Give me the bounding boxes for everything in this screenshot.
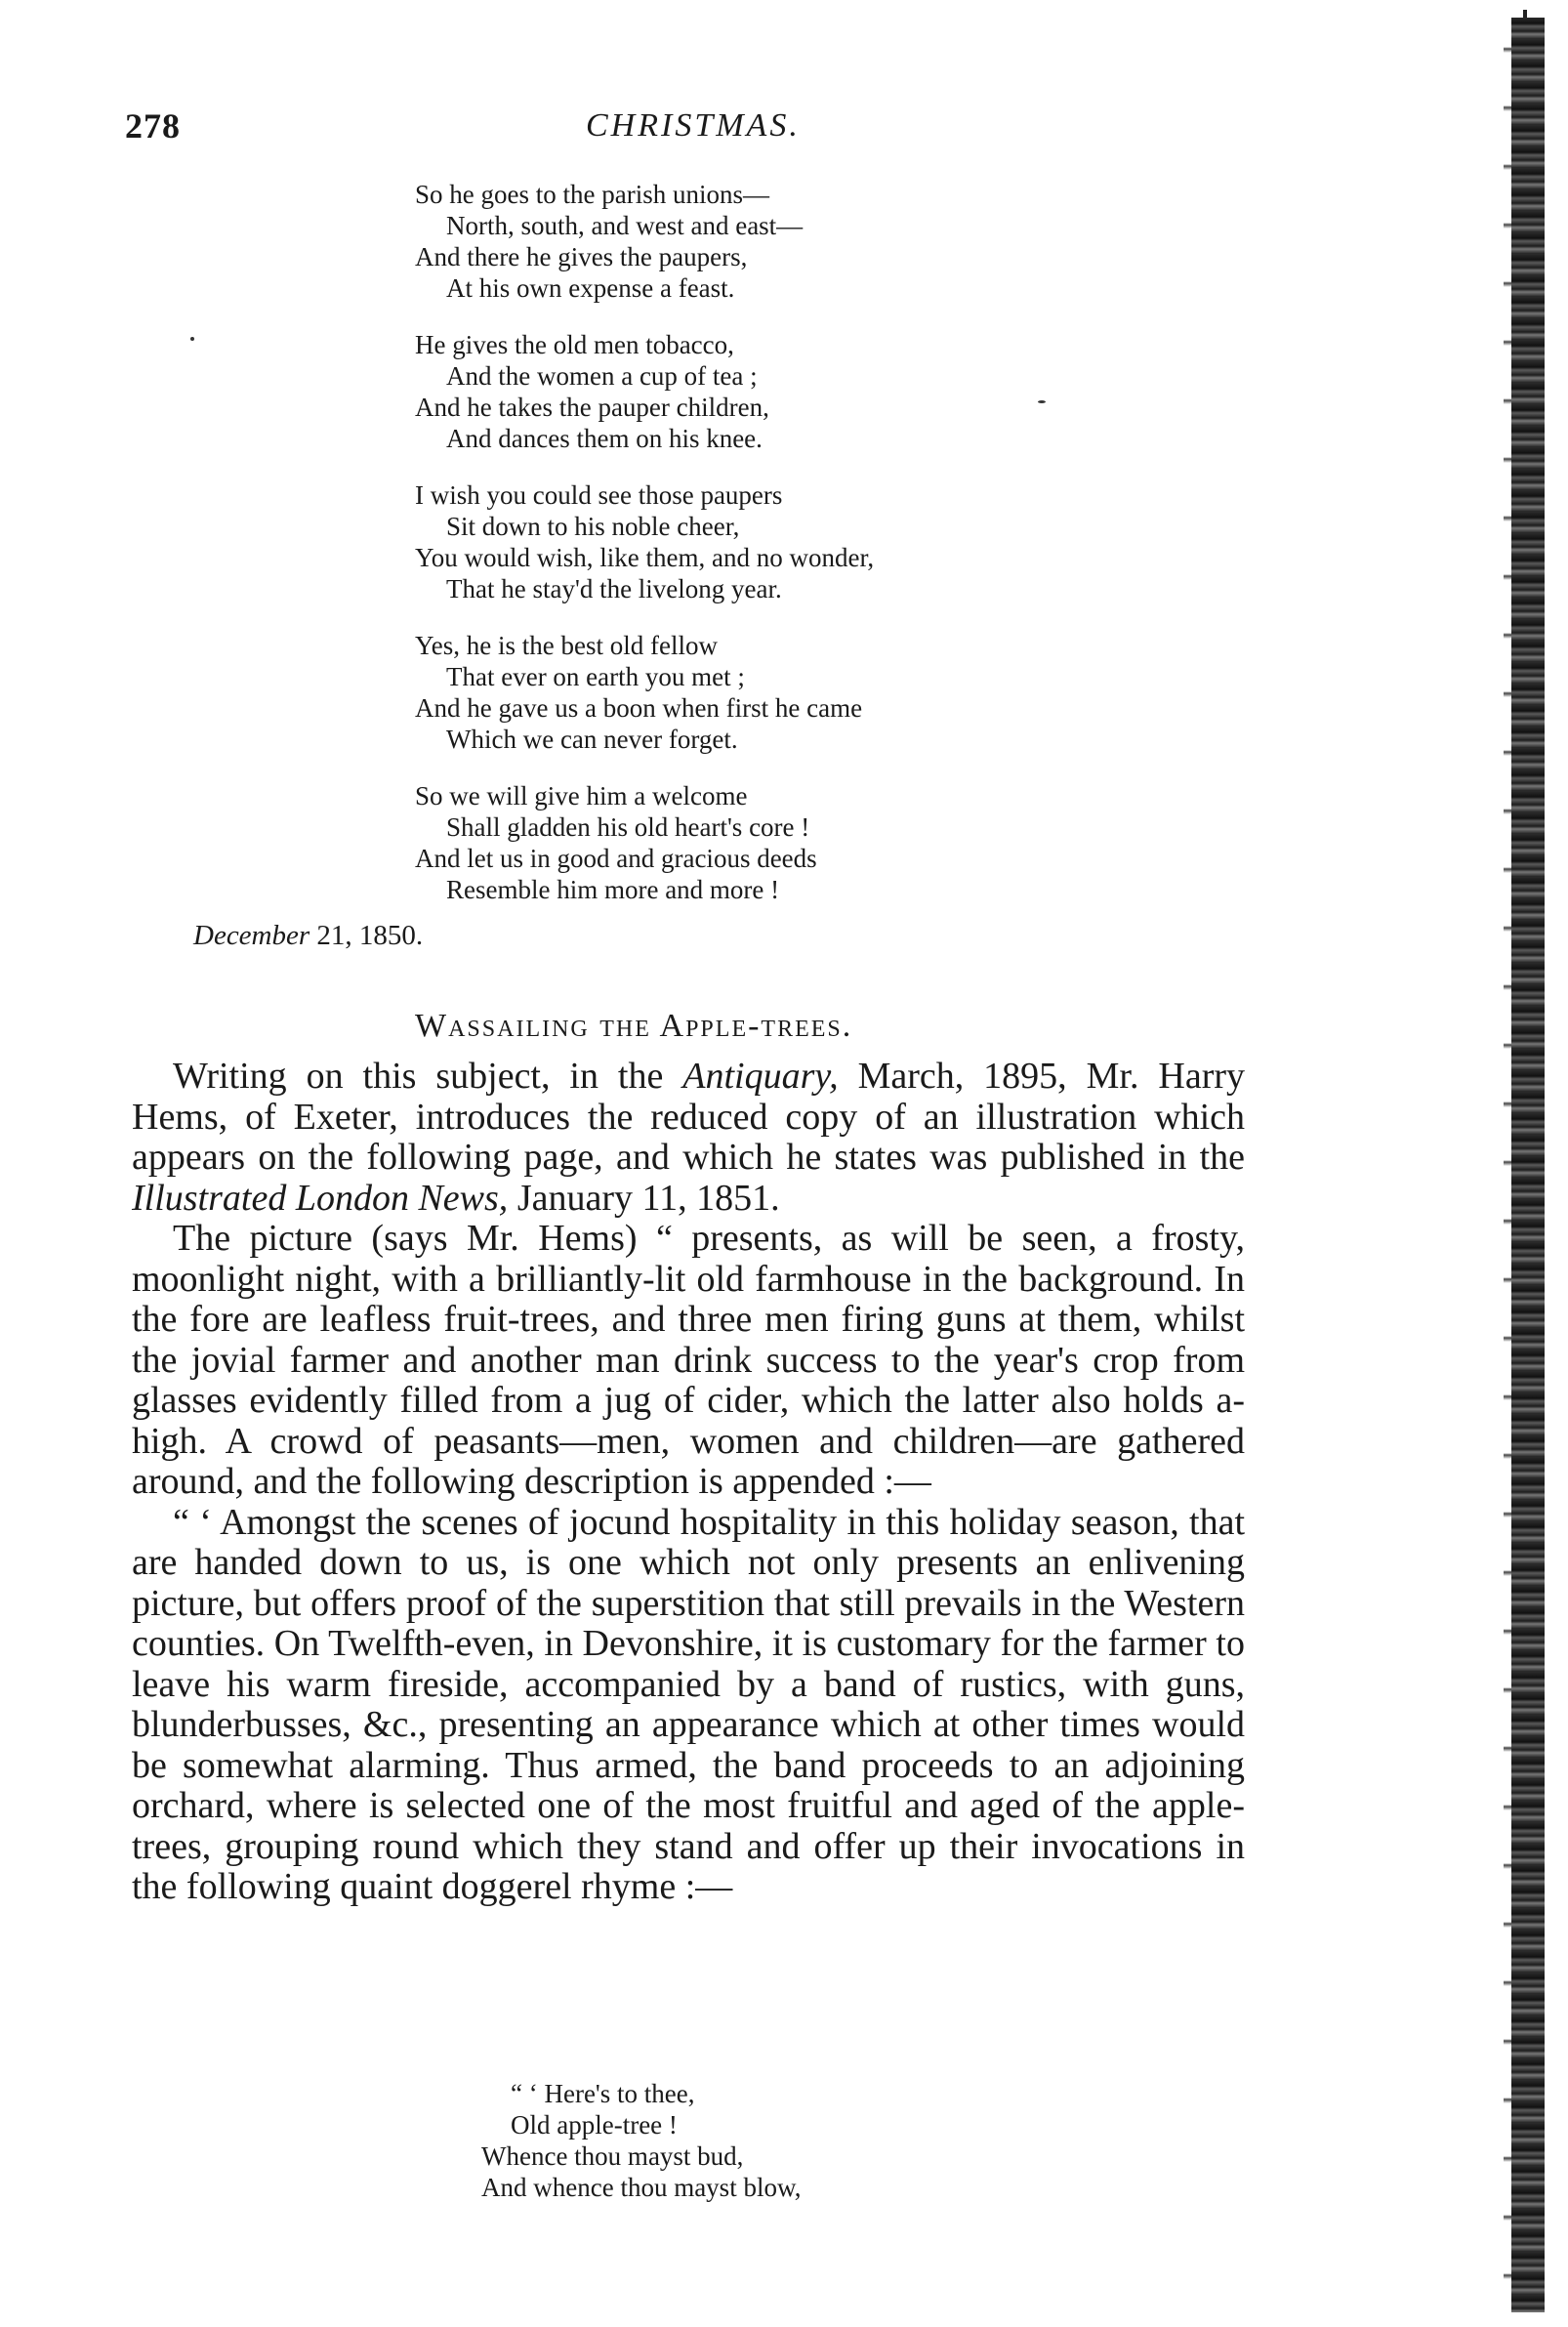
rhyme-line: Whence thou mayst bud, — [481, 2141, 744, 2171]
poem-line: So he goes to the parish unions— — [415, 180, 769, 209]
poem-line: Yes, he is the best old fellow — [415, 631, 718, 660]
poem-stanza — [415, 329, 874, 454]
poem-line: And let us in good and gracious deeds — [415, 844, 817, 873]
page-number: 278 — [125, 106, 181, 145]
section-title: Wassailing the Apple-trees. — [415, 1008, 853, 1044]
poem-line: That ever on earth you met ; — [446, 662, 745, 691]
poem — [415, 179, 874, 931]
prose-paragraph: The picture (says Mr. Hems) “ presents, as will be seen, a frosty, moonlight night, with a brilliantly-lit old farmhouse in the background. In the fore are leafless fruit-trees, and three men firing guns at them, whilst the jovial farmer and another man drink success to the year's crop from glasses evidently filled from a jug of cider, which the latter also holds a-high. A crowd of peasants—men, women and children—are gathered around, and the following description is appended :— — [132, 1218, 1245, 1502]
rhyme — [481, 2078, 801, 2203]
poem-line: And he takes the pauper children, — [415, 393, 769, 422]
publication-title: Antiquary, — [682, 1056, 839, 1097]
poem-line: And the women a cup of tea ; — [446, 361, 758, 391]
scanned-binding-edge — [1511, 18, 1545, 2312]
poem-stanza — [415, 780, 874, 905]
poem-line: He gives the old men tobacco, — [415, 330, 734, 359]
scan-speck — [1038, 400, 1046, 403]
rhyme-line: “ ‘ Here's to thee, — [511, 2079, 695, 2108]
poem-stanza — [415, 630, 874, 755]
prose-text: March, 1895, Mr. Harry Hems, of Exeter, introduces the reduced copy of an illustration which appears on the following page, and which he states was published in the — [132, 1056, 1246, 1178]
poem-line: North, south, and west and east— — [446, 211, 804, 240]
poem-stanza — [415, 479, 874, 604]
poem-line: And he gave us a boon when first he came — [415, 693, 863, 723]
poem-line: And dances them on his knee. — [446, 424, 763, 453]
poem-line: At his own expense a feast. — [446, 273, 735, 303]
poem-line: Shall gladden his old heart's core ! — [446, 812, 810, 842]
poem-line: That he stay'd the livelong year. — [446, 574, 782, 603]
poem-line: Which we can never forget. — [446, 725, 738, 754]
poem-line: Sit down to his noble cheer, — [446, 512, 740, 541]
poem-line: Resemble him more and more ! — [446, 875, 780, 904]
poem-date-rest: 21, 1850. — [309, 920, 424, 951]
running-head: CHRISTMAS. — [586, 107, 801, 144]
prose-body — [132, 1057, 1245, 1908]
poem-stanza — [415, 179, 874, 304]
prose-paragraph: “ ‘ Amongst the scenes of jocund hospitality in this holiday season, that are handed down to us, is one which not only presents an enlivening picture, but offers proof of the superstition that still prevails in the Western counties. On Twelfth-even, in Devonshire, it is customary for the farmer to leave his warm fireside, accompanied by a band of rustics, with guns, blunderbusses, &c., presenting an appearance which at other times would be somewhat alarming. Thus armed, the band proceeds to an adjoining orchard, where is selected one of the most fruitful and aged of the apple-trees, grouping round which they stand and offer up their invocations in the following quaint doggerel rhyme :— — [132, 1501, 1245, 1907]
rhyme-line: Old apple-tree ! — [511, 2110, 678, 2140]
publication-title: Illustrated London News, — [132, 1177, 509, 1219]
rhyme-line: And whence thou mayst blow, — [481, 2173, 802, 2202]
poem-date — [193, 920, 423, 952]
poem-line: You would wish, like them, and no wonder, — [415, 543, 875, 572]
poem-line: And there he gives the paupers, — [415, 242, 748, 271]
poem-line: I wish you could see those paupers — [415, 480, 783, 510]
poem-date-month: December — [193, 920, 310, 951]
poem-line: So we will give him a welcome — [415, 781, 748, 810]
prose-text: January 11, 1851. — [508, 1177, 780, 1219]
prose-text: Writing on this subject, in the — [173, 1056, 683, 1097]
scan-speck — [190, 337, 194, 341]
prose-paragraph — [132, 1057, 1245, 1219]
